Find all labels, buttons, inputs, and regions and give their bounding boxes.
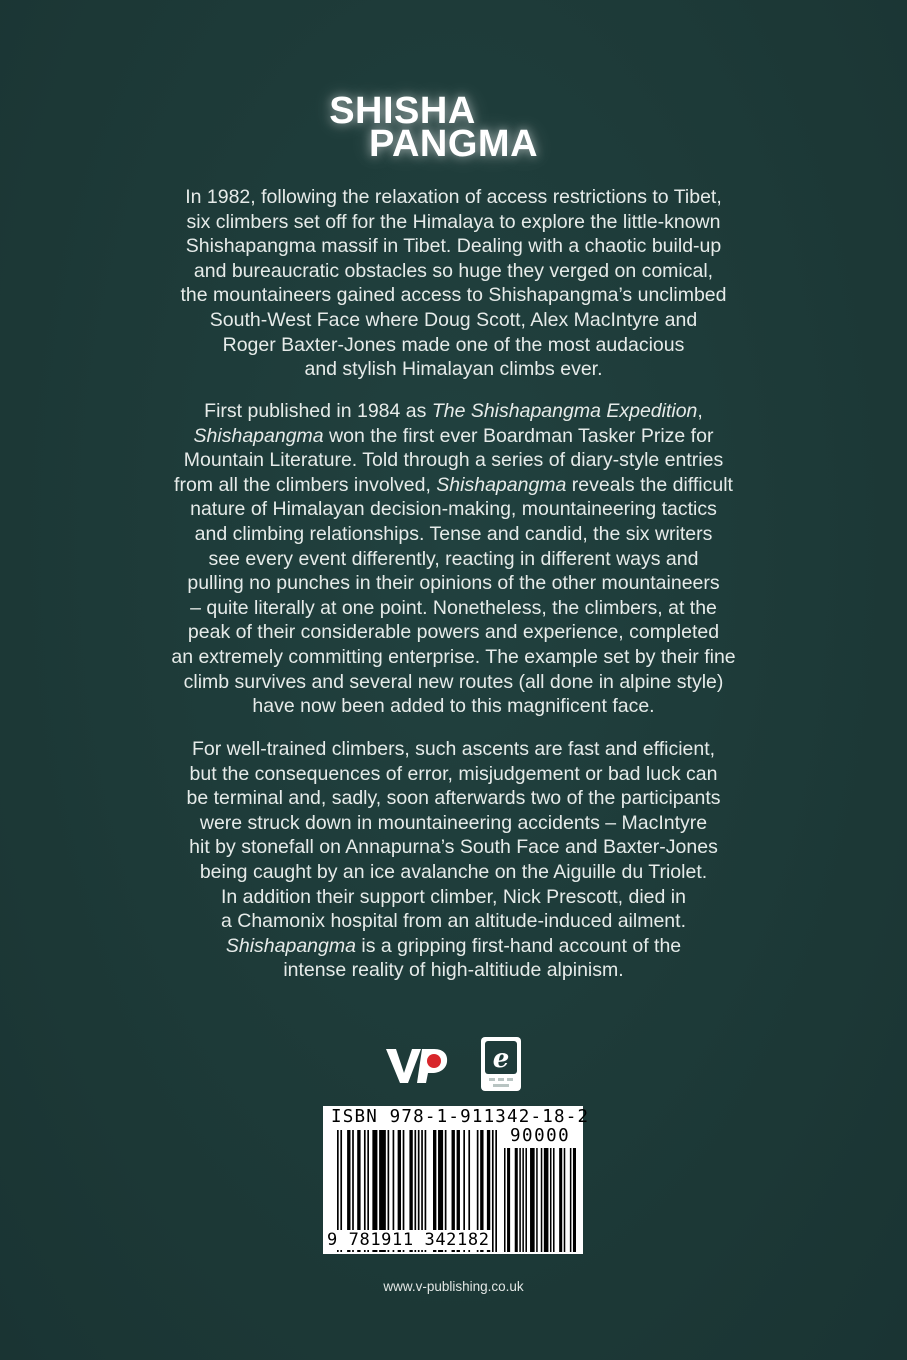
book-title bbox=[0, 90, 907, 165]
price-code: 90000 bbox=[510, 1126, 571, 1146]
barcode-bar bbox=[492, 1130, 494, 1252]
blurb-line: South-West Face where Doug Scott, Alex MacIntyre and bbox=[209, 308, 698, 331]
barcode-bar bbox=[525, 1148, 527, 1252]
barcode-bar bbox=[550, 1148, 552, 1252]
publisher-website: www.v-publishing.co.uk bbox=[383, 1279, 524, 1294]
blurb-line: but the consequences of error, misjudgement or bad luck can bbox=[189, 762, 718, 785]
isbn-label: ISBN 978-1-911342-18-2 bbox=[331, 1107, 590, 1127]
blurb-line: Shishapangma is a gripping first-hand account of the bbox=[225, 934, 682, 957]
blurb-line: the mountaineers gained access to Shishapangma’s unclimbed bbox=[180, 284, 727, 307]
barcode-addon-bars bbox=[504, 1148, 576, 1252]
blurb-paragraph-3 bbox=[120, 737, 787, 983]
barcode-bar bbox=[495, 1130, 497, 1252]
blurb-line: Roger Baxter-Jones made one of the most audacious bbox=[222, 333, 685, 356]
barcode-digits: 9 781911 342182 bbox=[327, 1230, 490, 1250]
blurb-paragraph-2 bbox=[120, 399, 787, 719]
barcode-bar bbox=[570, 1148, 572, 1252]
barcode-bar bbox=[553, 1148, 555, 1252]
blurb-line: were struck down in mountaineering accidents – MacIntyre bbox=[199, 811, 708, 834]
barcode-bar bbox=[519, 1148, 521, 1252]
blurb-line: intense reality of high-altitiude alpinism. bbox=[283, 959, 624, 982]
blurb-line: nature of Himalayan decision-making, mountaineering tactics bbox=[190, 498, 717, 521]
barcode-bar bbox=[504, 1148, 506, 1252]
blurb-line: climb survives and several new routes (all done in alpine style) bbox=[183, 670, 724, 693]
blurb-line: For well-trained climbers, such ascents are fast and efficient, bbox=[191, 738, 716, 760]
blurb-line: In addition their support climber, Nick Prescott, died in bbox=[221, 885, 686, 908]
blurb-line: from all the climbers involved, Shishapangma reveals the difficult bbox=[174, 473, 733, 496]
blurb-paragraph-1 bbox=[120, 185, 787, 382]
blurb-line: Mountain Literature. Told through a series of diary-style entries bbox=[183, 449, 724, 472]
blurb-line: and stylish Himalayan climbs ever. bbox=[304, 358, 603, 381]
blurb-line: Shishapangma massif in Tibet. Dealing with a chaotic build-up bbox=[185, 235, 722, 258]
blurb-line: a Chamonix hospital from an altitude-induced ailment. bbox=[220, 910, 686, 933]
barcode-bar bbox=[564, 1148, 566, 1252]
blurb-line: hit by stonefall on Annapurna’s South Face and Baxter-Jones bbox=[189, 836, 718, 859]
barcode-bar bbox=[507, 1148, 510, 1252]
blurb-line: see every event differently, reacting in different ways and bbox=[208, 547, 699, 570]
blurb-line: Shishapangma won the first ever Boardman Tasker Prize for bbox=[193, 424, 714, 447]
svg-text:e: e bbox=[492, 1044, 510, 1074]
barcode-bar bbox=[522, 1148, 524, 1252]
isbn-barcode bbox=[323, 1106, 590, 1254]
blurb-line: and climbing relationships. Tense and candid, the six writers bbox=[194, 522, 713, 545]
barcode-bar bbox=[530, 1148, 535, 1252]
blurb-line: have now been added to this magnificent face. bbox=[252, 695, 655, 718]
barcode-bar bbox=[515, 1148, 518, 1252]
blurb-line: In 1982, following the relaxation of access restrictions to Tibet, bbox=[185, 186, 722, 208]
blurb-line: an extremely committing enterprise. The example set by their fine bbox=[171, 645, 736, 668]
title-line-2: PANGMA bbox=[368, 123, 539, 165]
barcode-bar bbox=[544, 1148, 549, 1252]
barcode-bar bbox=[536, 1148, 538, 1252]
blurb-line: peak of their considerable powers and experience, completed bbox=[187, 621, 720, 644]
publisher-logos bbox=[380, 1037, 530, 1092]
barcode-bar bbox=[559, 1148, 562, 1252]
blurb-line: six climbers set off for the Himalaya to explore the little-known bbox=[186, 210, 721, 233]
blurb-line: and bureaucratic obstacles so huge they verged on comical, bbox=[193, 259, 714, 282]
barcode-bar bbox=[541, 1148, 543, 1252]
blurb-line: – quite literally at one point. Nonetheless, the climbers, at the bbox=[190, 596, 717, 619]
title-line-1: SHISHA bbox=[329, 90, 476, 132]
blurb-line: be terminal and, sadly, soon afterwards two of the participants bbox=[186, 787, 721, 810]
vp-publisher-logo-icon bbox=[384, 1043, 450, 1087]
blurb-line: being caught by an ice avalanche on the Aiguille du Triolet. bbox=[199, 860, 708, 883]
blurb-line: First published in 1984 as The Shishapangma Expedition, bbox=[204, 400, 703, 422]
barcode-bar bbox=[573, 1148, 576, 1252]
blurb-line: pulling no punches in their opinions of the other mountaineers bbox=[187, 572, 720, 595]
ebook-logo-icon bbox=[481, 1037, 521, 1091]
